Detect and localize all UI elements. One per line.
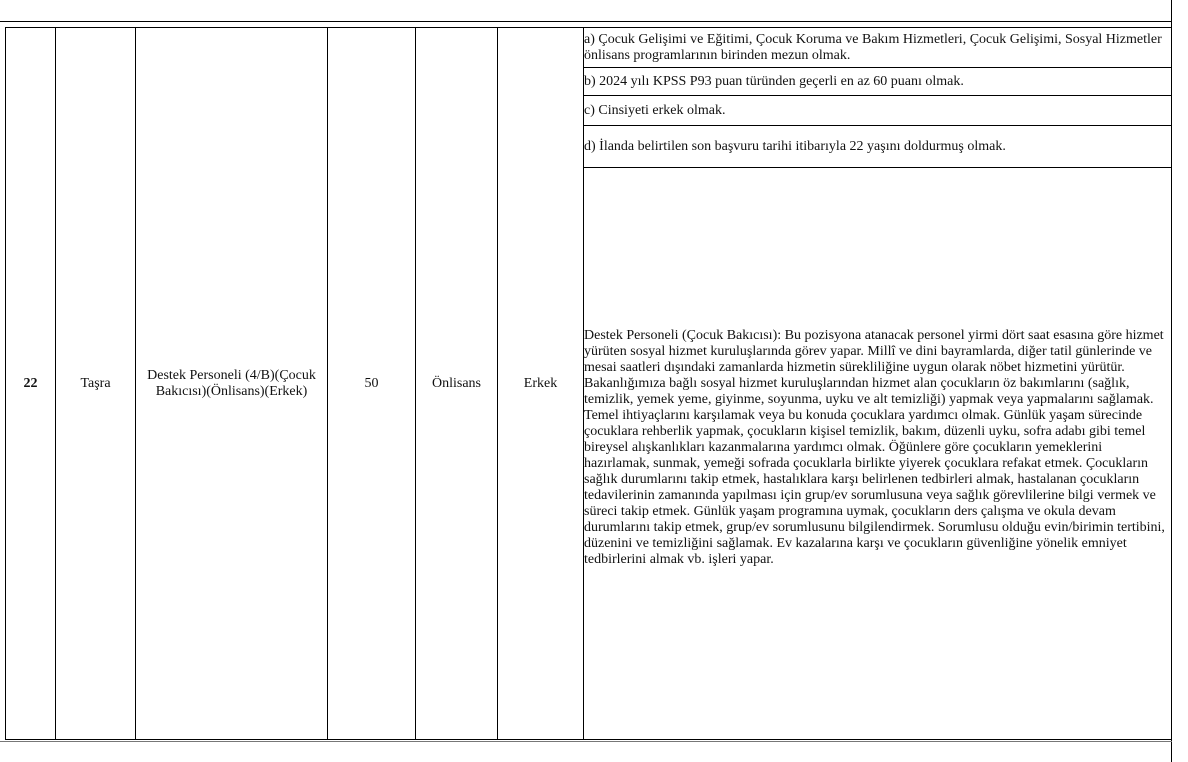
position-table (5, 27, 1172, 740)
requirement-a: a) Çocuk Gelişimi ve Eğitimi, Çocuk Koruma ve Bakım Hizmetleri, Çocuk Gelişimi, Sosyal Hizmetler önlisans programlarının birinden mezun olmak. (584, 28, 1172, 68)
quota-cell: 50 (328, 28, 416, 740)
requirement-c: c) Cinsiyeti erkek olmak. (584, 96, 1172, 126)
requirement-b: b) 2024 yılı KPSS P93 puan türünden geçerli en az 60 puanı olmak. (584, 68, 1172, 96)
location-cell: Taşra (56, 28, 136, 740)
top-border-line (0, 21, 1172, 22)
bottom-border-line (0, 741, 1172, 742)
education-level-cell: Önlisans (416, 28, 498, 740)
job-description-text: Destek Personeli (Çocuk Bakıcısı): Bu pozisyona atanacak personel yirmi dört saat esasına göre hizmet yürüten sosyal hizmet kuruluşlarında görev yapar. Millî ve dini bayramlarda, diğer tatil günlerinde ve mesai saatleri dışındaki zamanlarda hizmetin sürekliliğine uygun olarak nöbet hizmetini yürütür. Bakanlığımıza bağlı sosyal hizmet kuruluşlarından hizmet alan çocukların öz bakımlarını (sağlık, temizlik, yemek yeme, giyinme, soyunma, uyku ve alt temizliği) yapmak veya yapmalarını sağlamak. Temel ihtiyaçlarını karşılamak veya bu konuda çocuklara yardımcı olmak. Günlük yaşam sürecinde çocuklara rehberlik yapmak, çocukların kişisel temizlik, bakım, düzenli uyku, sofra adabı gibi temel bireysel alışkanlıkları kazanmalarına yardımcı olmak. Öğünlere göre çocukların yemeklerini hazırlamak, sunmak, yemeği sofrada çocuklarla birlikte yiyerek çocuklara refakat etmek. Çocukların sağlık durumlarını takip etmek, hastalıklara karşı belirlenen tedbirleri almak, hastalanan çocukların tedavilerinin zamanında yapılması için grup/ev sorumlusuna veya sağlık görevlilerine bilgi vermek ve süreci takip etmek. Günlük yaşam programına uymak, çocukların ders çalışma ve okula devam durumlarını takip etmek, grup/ev sorumlusunu bilgilendirmek. Sorumlusu olduğu evin/birimin tertibini, düzenini ve temizliğini sağlamak. Ev kazalarına karşı ve çocukların güvenliğine yönelik emniyet tedbirlerini almak vb. işleri yapar. (584, 327, 1165, 567)
job-description-cell (584, 168, 1172, 740)
position-title-cell: Destek Personeli (4/B)(Çocuk Bakıcısı)(Önlisans)(Erkek) (136, 28, 328, 740)
gender-cell: Erkek (498, 28, 584, 740)
table-row (6, 28, 1172, 68)
row-number: 22 (6, 28, 56, 740)
requirement-d: d) İlanda belirtilen son başvuru tarihi itibarıyla 22 yaşını doldurmuş olmak. (584, 126, 1172, 168)
